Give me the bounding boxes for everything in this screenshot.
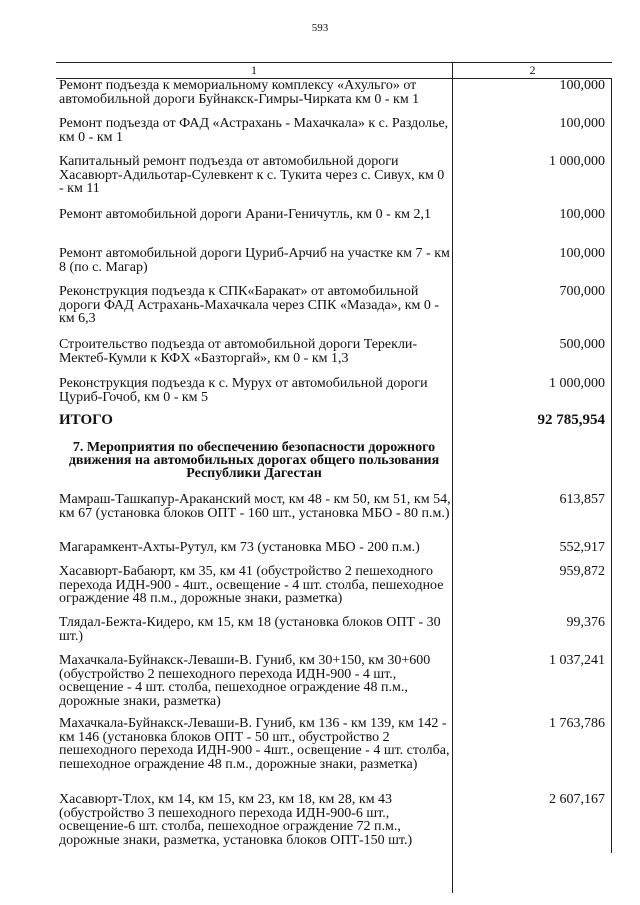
row-amount: 700,000 xyxy=(559,284,605,299)
row-amount: 1 763,786 xyxy=(549,716,605,731)
row-description: Хасавюрт-Бабаюрт, км 35, км 41 (обустройство 2 пешеходного перехода ИДН-900 - 4шт., освещение - 4 шт. столба, пешеходное ограждение 48 п.м., дорожные знаки, разметка) xyxy=(59,564,444,606)
row-amount: 100,000 xyxy=(559,246,605,261)
table-row xyxy=(56,208,611,247)
row-description: Тлядал-Бежта-Кидеро, км 15, км 18 (установка блоков ОПТ - 30 шт.) xyxy=(59,615,441,644)
row-amount: 500,000 xyxy=(559,337,605,352)
table-row xyxy=(56,155,611,208)
row-description: Ремонт автомобильной дороги Арани-Геничутль, км 0 - км 2,1 xyxy=(59,207,431,222)
row-description: Магарамкент-Ахты-Рутул, км 73 (установка МБО - 200 п.м.) xyxy=(59,540,420,555)
row-description: Капитальный ремонт подъезда от автомобильной дороги Хасавюрт-Адильотар-Сулевкент к с. Тукита через с. Сивух, км 0 - км 11 xyxy=(59,154,445,196)
row-description: Ремонт подъезда от ФАД «Астрахань - Махачкала» к с. Раздолье, км 0 - км 1 xyxy=(59,116,449,145)
table-row xyxy=(56,616,611,654)
row-description: Махачкала-Буйнакск-Леваши-В. Гуниб, км 136 - км 139, км 142 - км 146 (установка блоков ОПТ - 50 шт., обустройство 2 пешеходного перехода ИДН-900 - 4шт., освещение - 4 шт. столба, пешеходное ограждение 48 п.м., дорожные знаки, разметка) xyxy=(59,716,450,772)
table-row xyxy=(56,717,611,793)
row-description: Хасавюрт-Тлох, км 14, км 15, км 23, км 18, км 28, км 43 (обустройство 3 пешеходного перехода ИДН-900-6 шт., освещение-6 шт. столба, пешеходное ограждение 72 п.м., дорожные знаки, разметка, установка блоков ОПТ-150 шт.) xyxy=(59,792,413,848)
total-label: ИТОГО xyxy=(59,412,113,428)
table-row xyxy=(56,117,611,155)
section-row xyxy=(56,441,611,493)
table-row xyxy=(56,793,611,853)
row-amount: 100,000 xyxy=(559,116,605,131)
table-row xyxy=(56,654,611,717)
table-header xyxy=(56,62,612,79)
row-amount: 2 607,167 xyxy=(549,792,605,807)
table-row xyxy=(56,541,611,565)
row-amount: 552,917 xyxy=(559,540,605,555)
table-row xyxy=(56,565,611,616)
page-number: 593 xyxy=(311,22,329,34)
row-amount: 99,376 xyxy=(566,615,605,630)
row-amount: 1 000,000 xyxy=(549,154,605,169)
table-row xyxy=(56,247,611,285)
table-body xyxy=(56,79,612,853)
row-description: Строительство подъезда от автомобильной дороги Терекли-Мектеб-Кумли к КФХ «Базторгай», км 0 - км 1,3 xyxy=(59,337,418,366)
table-row xyxy=(56,285,611,338)
row-amount: 1 000,000 xyxy=(549,376,605,391)
row-description: Реконструкция подъезда к СПК«Баракат» от автомобильной дороги ФАД Астрахань-Махачкала через СПК «Мазада», км 0 - км 6,3 xyxy=(59,284,440,326)
row-amount: 1 037,241 xyxy=(549,653,605,668)
table-row xyxy=(56,338,611,377)
row-amount: 100,000 xyxy=(559,207,605,222)
table-row xyxy=(56,493,611,541)
table-row xyxy=(56,377,611,414)
header-col-2: 2 xyxy=(529,63,536,77)
total-row xyxy=(56,414,611,441)
row-description: Ремонт подъезда к мемориальному комплексу «Ахульго» от автомобильной дороги Буйнакск-Гимры-Чиркатa км 0 - км 1 xyxy=(59,78,420,107)
table-row xyxy=(56,79,611,117)
section-title: 7. Мероприятия по обеспечению безопасности дорожного движения на автомобильных дорогах общего пользования Республики Дагестан xyxy=(68,440,440,481)
header-col-1: 1 xyxy=(56,63,453,78)
row-description: Мамраш-Ташкапур-Араканский мост, км 48 - км 50, км 51, км 54, км 67 (установка блоков ОПТ - 160 шт., установка МБО - 80 п.м.) xyxy=(59,492,451,521)
total-amount: 92 785,954 xyxy=(537,412,605,428)
row-amount: 959,872 xyxy=(559,564,605,579)
row-description: Реконструкция подъезда к с. Мурух от автомобильной дороги Цуриб-Гочоб, км 0 - км 5 xyxy=(59,376,428,405)
budget-table xyxy=(56,62,612,853)
row-description: Махачкала-Буйнакск-Леваши-В. Гуниб, км 30+150, км 30+600 (обустройство 2 пешеходного перехода ИДН-900 - 4 шт., освещение - 4 шт. столба, пешеходное ограждение 48 п.м., дорожные знаки, разметка) xyxy=(59,653,431,709)
row-amount: 100,000 xyxy=(559,78,605,93)
row-amount: 613,857 xyxy=(559,492,605,507)
row-description: Ремонт автомобильной дороги Цуриб-Арчиб на участке км 7 - км 8 (по с. Магар) xyxy=(59,246,450,275)
